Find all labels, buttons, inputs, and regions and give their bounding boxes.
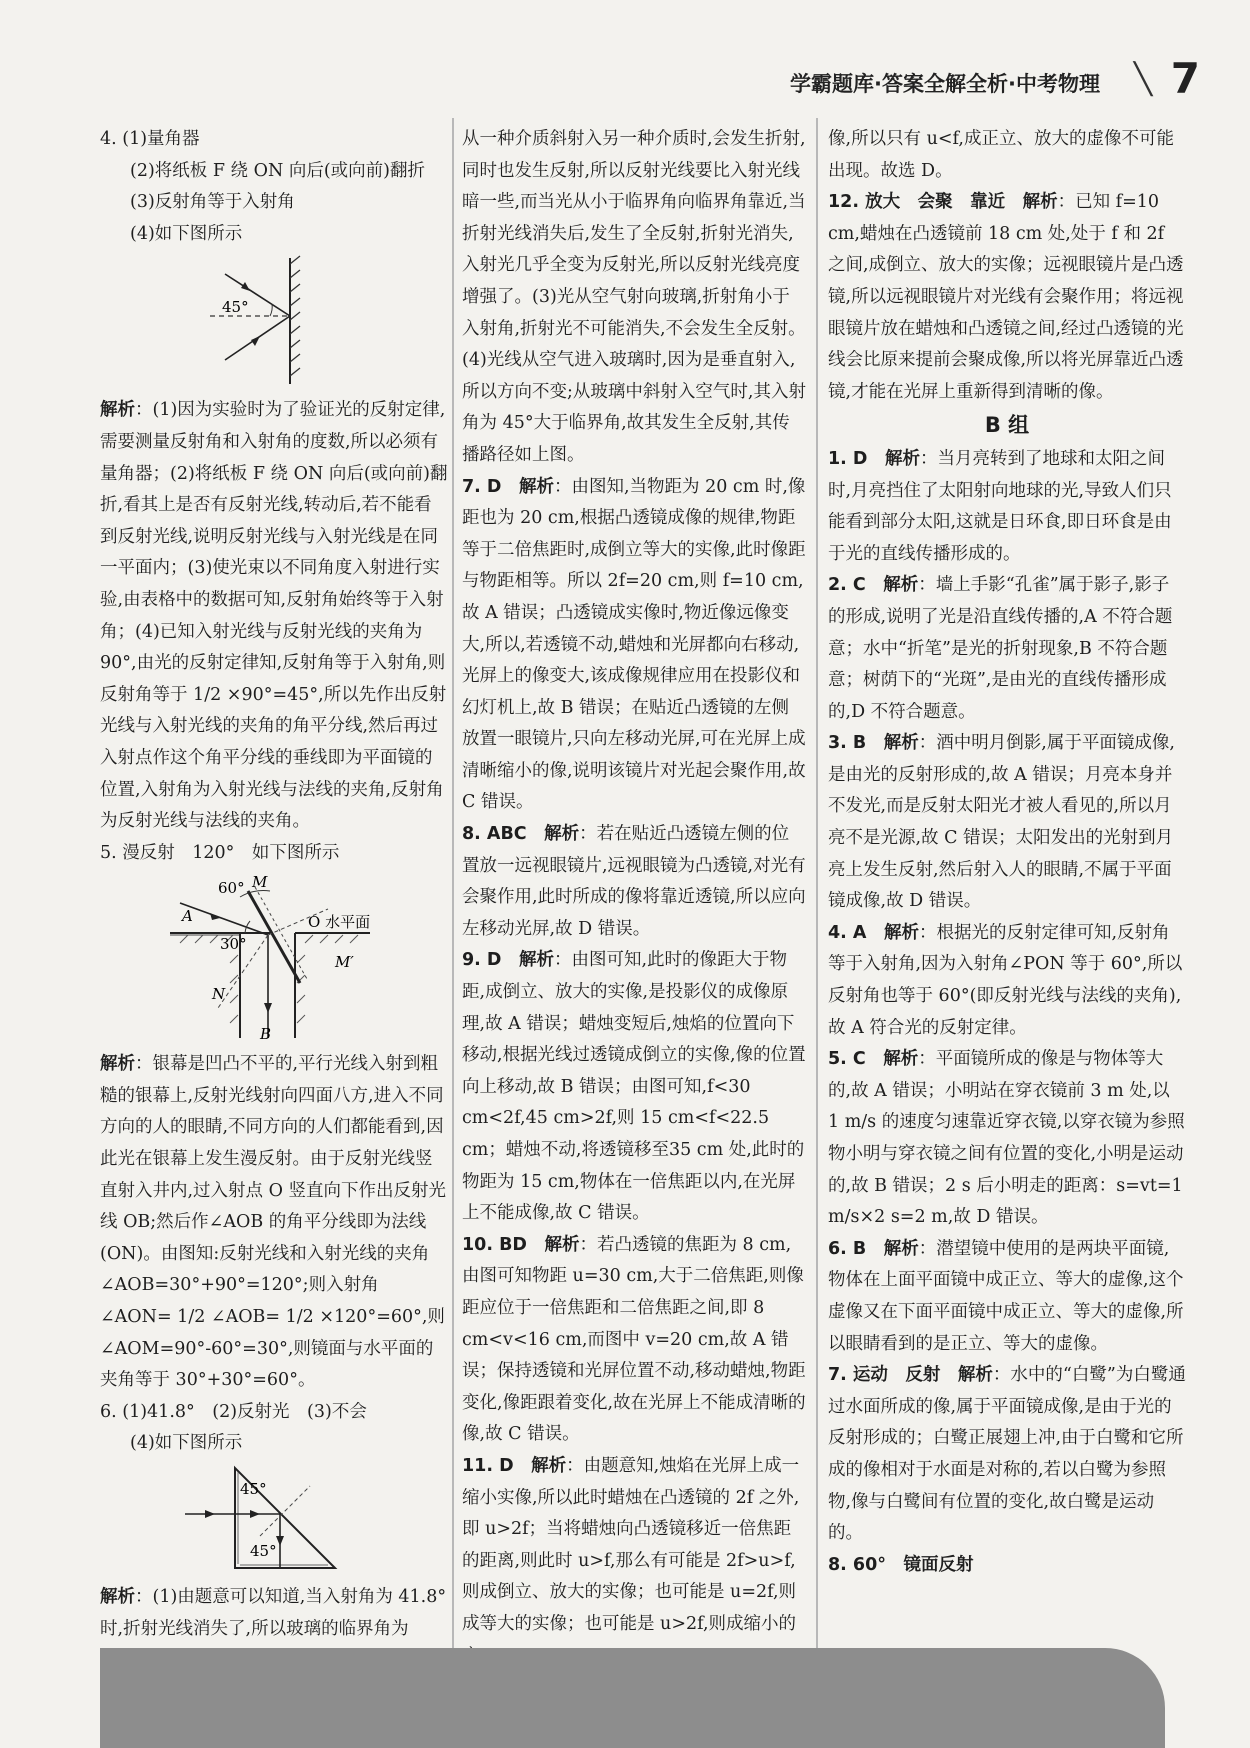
q6-analysis-label: 解析 (100, 1587, 135, 1607)
q7-label: 解析 (518, 476, 554, 497)
fig3-angle-1: 45° (240, 1480, 267, 1498)
q5-analysis-text: ：银幕是凹凸不平的,平行光线入射到粗糙的银幕上,反射光线射向四面八方,进入不同方向的人的眼睛,不同方向的人们都能看到,因此光在银幕上发生漫反射。由于反射光线竖直射入井内,过入射点 O 竖直向下作出反射光线 OB;然后作∠AOB 的角平分线即为法线(ON)。由图知:反射光线和入射光线的夹角∠AOB=30°+90°=120°;则入射角∠AON= 1/2 ∠AOB= 1/2 ×120°=60°,则∠AOM=90°-60°=30°,则镜面与水平面的夹角等于 30°+30°=60°。 (100, 1054, 447, 1391)
q9-text: ：由图可知,此时的像距大于物距,成倒立、放大的实像,是投影仪的成像原理,故 A 错误；蜡烛变短后,烛焰的位置向下移动,根据光线过透镜成倒立的实像,像的位置向上移动,故 B 错误；由图可知,f<30 cm<2f,45 cm>2f,则 15 cm<f<22.5 cm；蜡烛不动,将透镜移至35 cm 处,此时的物距为 15 cm,物体在一倍焦距以内,在光屏上不能成像,故 C 错误。 (462, 950, 806, 1224)
b4-label: 解析 (883, 922, 919, 943)
b1-label: 解析 (884, 448, 920, 469)
q11-text: ：由题意知,烛焰在光屏上成一缩小实像,所以此时蜡烛在凸透镜的 2f 之外,即 u>2f；当将蜡烛向凸透镜移近一倍焦距的距离,则此时 u>f,那么有可能是 2f>u>f,则成倒立、放大的实像；也可能是 u=2f,则成等大的实像；也可能是 u>2f,则成缩小的 (462, 1455, 800, 1634)
b2-head: 2. C (828, 575, 866, 596)
b2-text: ：墙上手影“孔雀”属于影子,影子的形成,说明了光是沿直线传播的,A 不符合题意；水中“折笔”是光的折射现象,B 不符合题意；树荫下的“光斑”,是由光的直线传播形成的,D 不符合题意。 (828, 575, 1173, 722)
fig2-label-o: O 水平面 (308, 913, 371, 932)
column-2 (462, 124, 806, 1672)
fig1-angle-label: 45° (222, 298, 249, 317)
b4 (828, 918, 1186, 1044)
b6 (828, 1234, 1186, 1360)
q10-label: 解析 (544, 1234, 580, 1255)
q6-line-1: 6. (1)41.8° (2)反射光 (3)不会 (100, 1401, 367, 1422)
fig2-label-n: N (212, 985, 226, 1004)
b5-head: 5. C (828, 1049, 866, 1070)
q5-line-1: 5. 漫反射 120° 如下图所示 (100, 842, 340, 863)
q11 (462, 1451, 806, 1672)
q4-line-1: 4. (1)量角器 (100, 129, 200, 149)
q4-analysis-text: ：(1)因为实验时为了验证光的反射定律,需要测量反射角和入射角的度数,所以必须有量角器；(2)将纸板 F 绕 ON 向后(或向前)翻折,看其上是否有反射光线,转动后,若不能看到反射光线,说明反射光线与入射光线是在同一平面内；(3)使光束以不同角度入射进行实验,由表格中的数据可知,反射角始终等于入射角；(4)已知入射光线与反射光线的夹角为 90°,由光的反射定律知,反射角等于入射角,则反射角等于 1/2 ×90°=45°,所以先作出反射光线与入射光线的夹角的角平分线,然后再过入射点作这个角平分线的垂线即为平面镜的位置,入射角为入射光线与法线的夹角,反射角为反射光线与法线的夹角。 (100, 400, 448, 832)
b4-text: ：根据光的反射定律可知,反射角等于入射角,因为入射角∠PON 等于 60°,所以反射角也等于 60°(即反射光线与法线的夹角),故 A 符合光的反射定律。 (828, 922, 1183, 1038)
b6-head: 6. B (828, 1238, 867, 1259)
q8-label: 解析 (544, 824, 580, 845)
b7-label: 解析 (957, 1365, 993, 1386)
b1 (828, 444, 1186, 570)
q6-analysis-text: ：(1)由题意可以知道,当入射角为 41.8°时,折射光线消失了,所以玻璃的临界角为 (100, 1587, 447, 1639)
figure-well-mirror (100, 873, 440, 1043)
q6-line-2: (4)如下图所示 (130, 1433, 243, 1454)
b2 (828, 570, 1186, 728)
q4-analysis-label: 解析 (100, 400, 135, 421)
running-header: 学霸题库·答案全解全析·中考物理 (790, 72, 1100, 96)
fig2-angle-60: 60° (218, 879, 245, 898)
q11-cont: 像,所以只有 u<f,成正立、放大的虚像不可能出现。故选 D。 (828, 129, 1174, 181)
b6-text: ：潜望镜中使用的是两块平面镜,物体在上面平面镜中成正立、等大的虚像,这个虚像又在下面平面镜中成正立、等大的虚像,所以眼睛看到的是正立、等大的虚像。 (828, 1238, 1184, 1354)
q7 (462, 472, 806, 820)
q8 (462, 819, 806, 945)
b5-label: 解析 (883, 1049, 919, 1070)
footer-band (100, 1648, 1165, 1748)
q9-head: 9. D (462, 950, 502, 971)
b4-head: 4. A (828, 922, 867, 943)
q9 (462, 945, 806, 1229)
b3-label: 解析 (883, 733, 919, 754)
q4-analysis (100, 395, 448, 837)
q12-text: ：已知 f=10 cm,蜡烛在凸透镜前 18 cm 处,处于 f 和 2f 之间,成倒立、放大的实像；远视眼镜片是凸透镜,所以远视眼镜片对光线有会聚作用；将远视眼镜片放在蜡烛和凸透镜之间,经过凸透镜的光线会比原来提前会聚成像,所以将光屏靠近凸透镜,才能在光屏上重新得到清晰的像。 (828, 192, 1184, 402)
fig2-label-a: A (182, 907, 193, 926)
q12-head: 12. 放大 会聚 靠近 (828, 192, 1006, 213)
b7 (828, 1360, 1186, 1550)
b5-text: ：平面镜所成的像是与物体等大的,故 A 错误；小明站在穿衣镜前 3 m 处,以 1 m/s 的速度匀速靠近穿衣镜,以穿衣镜为参照物小明与穿衣镜之间有位置的变化,小明是运动的,故 B 错误；2 s 后小明走的距离：s=vt=1 m/s×2 s=2 m,故 D 错误。 (828, 1049, 1185, 1228)
q5-analysis-label: 解析 (100, 1054, 135, 1075)
fig2-label-m: M (252, 873, 268, 892)
q11-label: 解析 (531, 1455, 567, 1476)
page-number: 7 (1170, 54, 1200, 103)
q6-analysis-cont: 从一种介质斜射入另一种介质时,会发生折射,同时也发生反射,所以反射光线要比入射光线暗一些,而当光从小于临界角向临界角靠近,当折射光线消失后,发生了全反射,折射光消失,入射光几乎全变为反射光,所以反射光线亮度增强了。(3)光从空气射向玻璃,折射角小于入射角,折射光不可能消失,不会发生全反射。(4)光线从空气进入玻璃时,因为是垂直射入,所以方向不变;从玻璃中斜射入空气时,其入射角为 45°大于临界角,故其发生全反射,其传播路径如上图。 (462, 129, 806, 465)
b8-head: 8. 60° 镜面反射 (828, 1554, 974, 1575)
b3 (828, 728, 1186, 918)
q12-label: 解析 (1022, 192, 1058, 213)
q7-text: ：由图知,当物距为 20 cm 时,像距也为 20 cm,根据凸透镜成像的规律,物距等于二倍焦距时,成倒立等大的实像,此时像距与物距相等。所以 2f=20 cm,则 f=10 cm,故 A 错误；凸透镜成实像时,物近像远像变大,所以,若透镜不动,蜡烛和光屏都向右移动,光屏上的像变大,该成像规律应用在投影仪和幻灯机上,故 B 错误；在贴近凸透镜的左侧放置一眼镜片,只向左移动光屏,可在光屏上成清晰缩小的像,说明该镜片对光起会聚作用,故 C 错误。 (462, 476, 806, 813)
column-divider-1 (452, 118, 454, 1673)
b1-head: 1. D (828, 448, 868, 469)
q10-head: 10. BD (462, 1234, 527, 1255)
q4-line-3: (3)反射角等于入射角 (130, 192, 295, 213)
b7-head: 7. 运动 反射 (828, 1365, 941, 1386)
b6-label: 解析 (883, 1238, 919, 1259)
q9-label: 解析 (518, 950, 554, 971)
group-b-heading: B 组 (984, 413, 1030, 438)
q4-line-4: (4)如下图所示 (130, 223, 243, 244)
q4-line-2: (2)将纸板 F 绕 ON 向后(或向前)翻折 (130, 160, 425, 181)
q12 (828, 187, 1186, 408)
b3-text: ：酒中明月倒影,属于平面镜成像,是由光的反射形成的,故 A 错误；月亮本身并不发光,而是反射太阳光才被人看见的,所以月亮不是光源,故 C 错误；太阳发出的光射到月亮上发生反射,然后射入人的眼睛,不属于平面镜成像,故 D 错误。 (828, 733, 1175, 912)
b7-text: ：水中的“白鹭”为白鹭通过水面所成的像,属于平面镜成像,是由于光的反射形成的；白鹭正展翅上冲,由于白鹭和它所成的像相对于水面是对称的,若以白鹭为参照物,像与白鹭间有位置的变化,故白鹭是运动的。 (828, 1365, 1186, 1544)
fig2-label-b: B (260, 1025, 272, 1044)
fig2-angle-30: 30° (220, 935, 247, 954)
q10 (462, 1230, 806, 1451)
fig2-label-mprime: M′ (335, 953, 354, 972)
column-3 (828, 124, 1186, 1581)
column-1 (100, 124, 448, 1677)
b3-head: 3. B (828, 733, 867, 754)
figure-prism (100, 1464, 440, 1576)
q5-analysis (100, 1049, 448, 1397)
q7-head: 7. D (462, 476, 502, 497)
fig3-angle-2: 45° (250, 1542, 277, 1560)
b8 (828, 1550, 1186, 1582)
q8-text: ：若在贴近凸透镜左侧的位置放一远视眼镜片,远视眼镜为凸透镜,对光有会聚作用,此时所成的像将靠近透镜,所以应向左移动光屏,故 D 错误。 (462, 824, 806, 939)
b2-label: 解析 (883, 575, 919, 596)
header-slash: ╲ (1133, 62, 1152, 97)
b1-text: ：当月亮转到了地球和太阳之间时,月亮挡住了太阳射向地球的光,导致人们只能看到部分太阳,这就是日环食,即日环食是由于光的直线传播形成的。 (828, 448, 1172, 564)
column-divider-2 (816, 118, 818, 1673)
q8-head: 8. ABC (462, 824, 527, 845)
q11-head: 11. D (462, 1455, 514, 1476)
b5 (828, 1044, 1186, 1234)
q10-text: ：若凸透镜的焦距为 8 cm,由图可知物距 u=30 cm,大于二倍焦距,则像距应位于一倍焦距和二倍焦距之间,即 8 cm<v<16 cm,而图中 v=20 cm,故 A 错误；保持透镜和光屏位置不动,移动蜡烛,物距变化,像距跟着变化,故在光屏上不能成清晰的像,故 C 错误。 (462, 1234, 806, 1445)
figure-mirror-45 (100, 254, 440, 389)
